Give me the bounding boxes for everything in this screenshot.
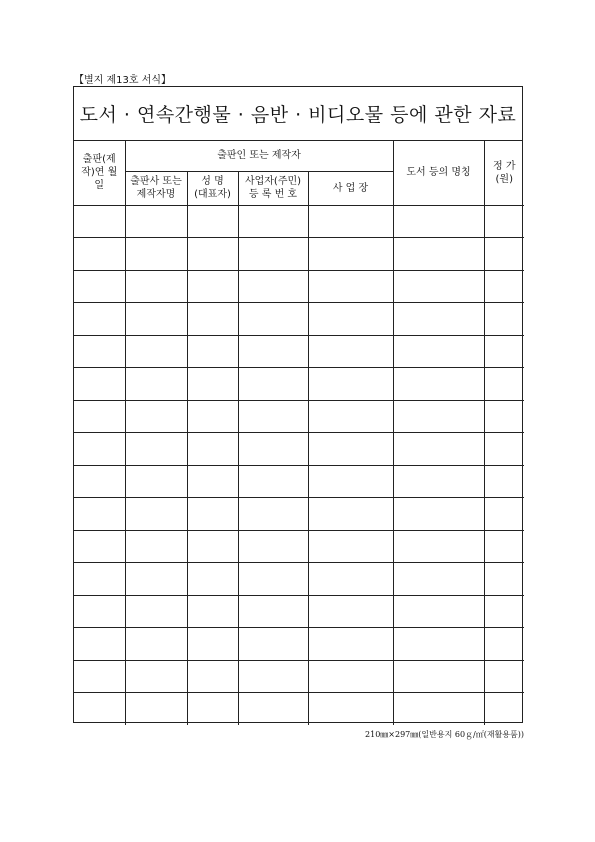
cell-price[interactable] <box>484 433 524 466</box>
paper-spec: 210㎜×297㎜(일반용지 60ｇ/㎡(재활용품)) <box>365 730 524 739</box>
cell-pub-date[interactable] <box>74 335 125 368</box>
cell-reg-no[interactable] <box>238 368 308 401</box>
cell-reg-no[interactable] <box>238 628 308 661</box>
cell-representative[interactable] <box>187 335 238 368</box>
cell-reg-no[interactable] <box>238 433 308 466</box>
table-row <box>74 595 524 628</box>
cell-price[interactable] <box>484 465 524 498</box>
cell-book-name[interactable] <box>393 530 484 563</box>
cell-pub-date[interactable] <box>74 433 125 466</box>
cell-price[interactable] <box>484 270 524 303</box>
cell-price[interactable] <box>484 368 524 401</box>
header-representative: 성 명 (대표자) <box>187 171 238 205</box>
cell-price[interactable] <box>484 303 524 336</box>
cell-business-addr[interactable] <box>308 595 393 628</box>
cell-price[interactable] <box>484 400 524 433</box>
cell-reg-no[interactable] <box>238 660 308 693</box>
cell-business-addr[interactable] <box>308 693 393 726</box>
cell-business-addr[interactable] <box>308 563 393 596</box>
cell-publisher-name[interactable] <box>125 498 187 531</box>
table-row <box>74 433 524 466</box>
cell-pub-date[interactable] <box>74 628 125 661</box>
cell-representative[interactable] <box>187 693 238 726</box>
cell-representative[interactable] <box>187 595 238 628</box>
cell-book-name[interactable] <box>393 498 484 531</box>
header-publisher-name: 출판사 또는 제작자명 <box>125 171 187 205</box>
cell-publisher-name[interactable] <box>125 433 187 466</box>
cell-publisher-name[interactable] <box>125 368 187 401</box>
cell-price[interactable] <box>484 530 524 563</box>
cell-book-name[interactable] <box>393 693 484 726</box>
cell-business-addr[interactable] <box>308 335 393 368</box>
cell-business-addr[interactable] <box>308 660 393 693</box>
cell-business-addr[interactable] <box>308 465 393 498</box>
cell-book-name[interactable] <box>393 335 484 368</box>
cell-business-addr[interactable] <box>308 270 393 303</box>
cell-representative[interactable] <box>187 400 238 433</box>
table-row <box>74 660 524 693</box>
cell-business-addr[interactable] <box>308 628 393 661</box>
form-label: 【별지 제13호 서식】 <box>74 75 172 86</box>
cell-reg-no[interactable] <box>238 205 308 238</box>
cell-reg-no[interactable] <box>238 270 308 303</box>
table-row <box>74 205 524 238</box>
cell-pub-date[interactable] <box>74 498 125 531</box>
cell-reg-no[interactable] <box>238 400 308 433</box>
cell-book-name[interactable] <box>393 433 484 466</box>
cell-representative[interactable] <box>187 270 238 303</box>
cell-publisher-name[interactable] <box>125 660 187 693</box>
cell-representative[interactable] <box>187 530 238 563</box>
cell-publisher-name[interactable] <box>125 303 187 336</box>
cell-publisher-name[interactable] <box>125 465 187 498</box>
cell-book-name[interactable] <box>393 400 484 433</box>
cell-business-addr[interactable] <box>308 400 393 433</box>
header-book-name: 도서 등의 명칭 <box>393 141 484 205</box>
cell-book-name[interactable] <box>393 563 484 596</box>
cell-book-name[interactable] <box>393 303 484 336</box>
table-row <box>74 270 524 303</box>
cell-representative[interactable] <box>187 303 238 336</box>
table-row <box>74 465 524 498</box>
table-row <box>74 238 524 271</box>
cell-business-addr[interactable] <box>308 205 393 238</box>
table-row <box>74 400 524 433</box>
cell-pub-date[interactable] <box>74 563 125 596</box>
header-pub-date: 출판(제 작)연 월 일 <box>74 141 125 205</box>
header-reg-no: 사업자(주민) 등 록 번 호 <box>238 171 308 205</box>
cell-reg-no[interactable] <box>238 303 308 336</box>
cell-reg-no[interactable] <box>238 530 308 563</box>
header-business-addr: 사 업 장 <box>308 171 393 205</box>
cell-book-name[interactable] <box>393 595 484 628</box>
cell-business-addr[interactable] <box>308 498 393 531</box>
cell-reg-no[interactable] <box>238 335 308 368</box>
cell-book-name[interactable] <box>393 368 484 401</box>
table-row <box>74 563 524 596</box>
cell-publisher-name[interactable] <box>125 628 187 661</box>
cell-publisher-name[interactable] <box>125 205 187 238</box>
cell-price[interactable] <box>484 693 524 726</box>
header-publisher-group: 출판인 또는 제작자 <box>125 141 393 171</box>
cell-reg-no[interactable] <box>238 563 308 596</box>
cell-reg-no[interactable] <box>238 498 308 531</box>
table-row <box>74 303 524 336</box>
table-row <box>74 335 524 368</box>
cell-reg-no[interactable] <box>238 465 308 498</box>
cell-publisher-name[interactable] <box>125 270 187 303</box>
cell-reg-no[interactable] <box>238 595 308 628</box>
cell-representative[interactable] <box>187 238 238 271</box>
cell-business-addr[interactable] <box>308 238 393 271</box>
cell-pub-date[interactable] <box>74 238 125 271</box>
cell-publisher-name[interactable] <box>125 693 187 726</box>
header-price: 정 가 (원) <box>484 141 524 205</box>
table-row <box>74 498 524 531</box>
table-row <box>74 628 524 661</box>
cell-representative[interactable] <box>187 368 238 401</box>
cell-representative[interactable] <box>187 433 238 466</box>
cell-publisher-name[interactable] <box>125 595 187 628</box>
cell-price[interactable] <box>484 205 524 238</box>
cell-business-addr[interactable] <box>308 368 393 401</box>
cell-pub-date[interactable] <box>74 660 125 693</box>
cell-pub-date[interactable] <box>74 595 125 628</box>
cell-pub-date[interactable] <box>74 693 125 726</box>
cell-representative[interactable] <box>187 628 238 661</box>
cell-publisher-name[interactable] <box>125 400 187 433</box>
cell-pub-date[interactable] <box>74 303 125 336</box>
data-table <box>74 141 524 725</box>
cell-book-name[interactable] <box>393 205 484 238</box>
cell-representative[interactable] <box>187 498 238 531</box>
cell-pub-date[interactable] <box>74 530 125 563</box>
cell-business-addr[interactable] <box>308 303 393 336</box>
cell-price[interactable] <box>484 498 524 531</box>
cell-pub-date[interactable] <box>74 465 125 498</box>
table-body <box>74 205 524 725</box>
cell-representative[interactable] <box>187 563 238 596</box>
cell-price[interactable] <box>484 660 524 693</box>
cell-pub-date[interactable] <box>74 368 125 401</box>
cell-book-name[interactable] <box>393 628 484 661</box>
cell-reg-no[interactable] <box>238 693 308 726</box>
cell-price[interactable] <box>484 238 524 271</box>
cell-publisher-name[interactable] <box>125 530 187 563</box>
cell-representative[interactable] <box>187 465 238 498</box>
cell-business-addr[interactable] <box>308 530 393 563</box>
cell-publisher-name[interactable] <box>125 335 187 368</box>
cell-publisher-name[interactable] <box>125 238 187 271</box>
cell-publisher-name[interactable] <box>125 563 187 596</box>
cell-business-addr[interactable] <box>308 433 393 466</box>
cell-representative[interactable] <box>187 660 238 693</box>
table-row <box>74 368 524 401</box>
form-title: 도서 · 연속간행물 · 음반 · 비디오물 등에 관한 자료 <box>74 87 522 141</box>
cell-book-name[interactable] <box>393 238 484 271</box>
cell-representative[interactable] <box>187 205 238 238</box>
cell-pub-date[interactable] <box>74 270 125 303</box>
cell-price[interactable] <box>484 335 524 368</box>
cell-book-name[interactable] <box>393 270 484 303</box>
cell-book-name[interactable] <box>393 660 484 693</box>
cell-pub-date[interactable] <box>74 205 125 238</box>
table-row <box>74 530 524 563</box>
table-row <box>74 693 524 726</box>
cell-price[interactable] <box>484 563 524 596</box>
cell-book-name[interactable] <box>393 465 484 498</box>
cell-price[interactable] <box>484 628 524 661</box>
cell-price[interactable] <box>484 595 524 628</box>
form-frame <box>73 86 523 723</box>
cell-pub-date[interactable] <box>74 400 125 433</box>
cell-reg-no[interactable] <box>238 238 308 271</box>
